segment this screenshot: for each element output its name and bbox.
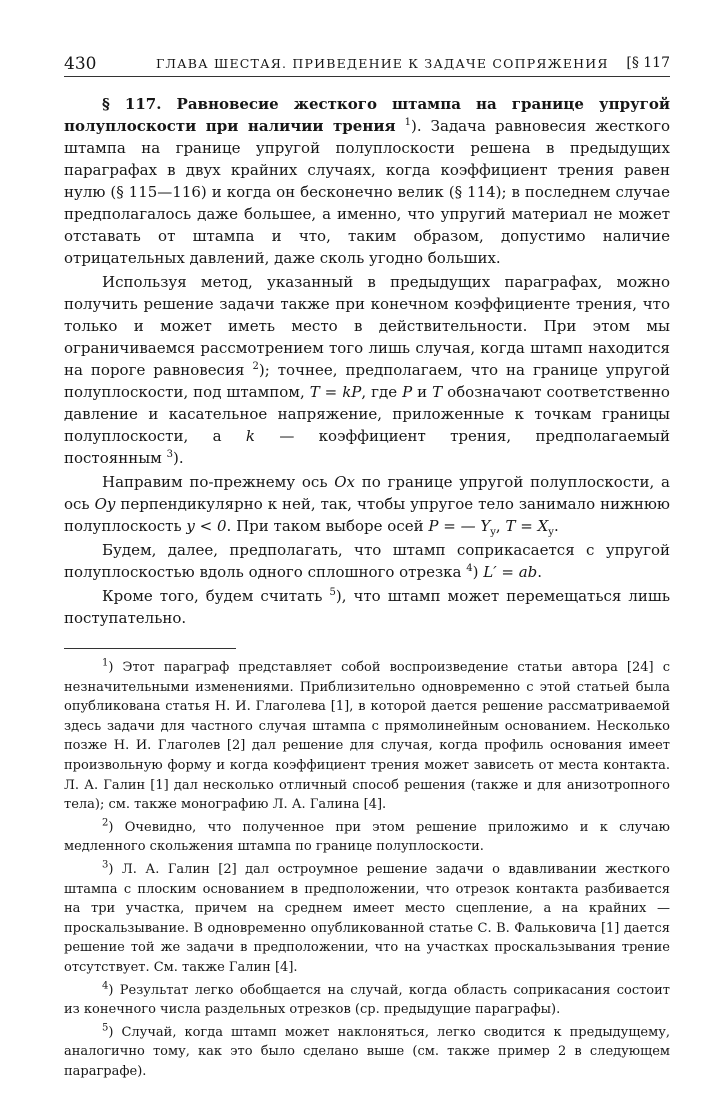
footnote-5: $^5$) Случай, когда штамп может наклоняться, легко сводится к предыдущему, аналогично тому, как это было сделано выше (см. также пример 2 в следующем параграфе).: [64, 1022, 670, 1079]
footnote-ref-5: 5: [329, 587, 336, 598]
footnote-3-text: Л. А. Галин [2] дал остроумное решение задачи о вдавливании жесткого штампа с плоским основанием в предположении, что отрезок контакта разбивается на три участка, причем на среднем имеет место сцепление, а на крайних — проскальзывание. В одновременно опубликованной статье С. В. Фальковича [1] дается решение той же задачи в предположении, что на участках проскальзывания трение отсутствует. См. также Галин [4].: [64, 861, 670, 975]
paragraph-4-end: .: [537, 563, 543, 581]
footnote-3-mark: 3: [102, 859, 109, 871]
var-k: k: [245, 427, 255, 445]
footnote-1-text: Этот параграф представляет собой воспроизведение статьи автора [24] с незначительными изменениями. Приблизительно одновременно с этой статьей была опубликована статья Н. И. Глаголева [1], в которой дается решение рассматриваемой здесь задачи для частного случая штампа с прямолинейным основанием. Несколько позже Н. И. Глаголев [2] дал решение для случая, когда профиль основания имеет произвольную форму и когда коэффициент трения может зависеть от места контакта. Л. А. Галин [1] дал несколько отличный способ решения (также и для анизотропного тела); см. также монографию Л. А. Галина [4].: [64, 660, 670, 813]
paragraph-1-text: . Задача равновесия жесткого штампа на границе упругой полуплоскости решена в предыдущих параграфах в двух крайних случаях, когда коэффициент трения равен нулю (§ 115—116) и когда он бесконечно велик (§ 114); в последнем случае предполагалось даже большее, а именно, что упругий материал не может отставать от штампа и что, таким образом, допустимо наличие отрицательных давлений, даже сколь угодно больших.: [64, 117, 670, 267]
formula-t-subscript: y: [548, 527, 554, 538]
section-reference: [§ 117: [626, 55, 670, 71]
footnote-ref-2: 2: [252, 361, 259, 372]
paragraph-5: Кроме того, будем считать $^5$), что штамп может перемещаться лишь поступательно.: [64, 587, 670, 627]
paragraph-3-text-d: . При таком выборе осей: [226, 517, 424, 535]
axis-ox: Ox: [334, 473, 356, 491]
footnote-4-text: Результат легко обобщается на случай, когда область соприкасания состоит из конечного числа раздельных отрезков (ср. предыдущие параграфы).: [64, 982, 670, 1018]
running-header: [64, 52, 670, 77]
paragraph-2-text-d: обозначают соответственно давление и касательное напряжение, приложенные к точкам границы полуплоскости, а: [64, 383, 670, 445]
paragraph-2-text-e: — коэффициент трения, предполагаемый постоянным: [64, 427, 670, 467]
paragraph-5-text-a: Кроме того, будем считать: [102, 587, 323, 605]
paragraph-2-text-c: , где: [361, 383, 398, 401]
var-t: T: [432, 383, 443, 401]
formula-p: P = — Y: [428, 517, 491, 535]
footnote-4: $^4$) Результат легко обобщается на случай, когда область соприкасания состоит из конечного числа раздельных отрезков (ср. предыдущие параграфы).: [64, 980, 670, 1018]
paragraph-3-text-a: Направим по-прежнему ось: [102, 473, 328, 491]
footnote-5-mark: 5: [102, 1022, 109, 1034]
paragraph-2: Используя метод, указанный в предыдущих параграфах, можно получить решение задачи также при конечном коэффициенте трения, что только и может иметь место в действительности. При этом мы ограничиваемся рассмотрением того лишь случая, когда штамп находится на пороге равновесия $^2$); точнее, предполагаем, что на границе упругой полуплоскости, под штампом, T = kP, где P и T обозначают соответственно давление и касательное напряжение, приложенные к точкам границы полуплоскости, а k — коэффициент трения, предполагаемый постоянным $^3$).: [64, 273, 670, 467]
section-paragraph-1: § 117. Равновесие жесткого штампа на границе упругой полуплоскости при наличии трения $^1$). Задача равновесия жесткого штампа на границе упругой полуплоскости решена в предыдущих параграфах в двух крайних случаях, когда коэффициент трения равен нулю (§ 115—116) и когда он бесконечно велик (§ 114); в последнем случае предполагалось даже большее, а именно, что упругий материал не может отставать от штампа и что, таким образом, допустимо наличие отрицательных давлений, даже сколь угодно больших.: [64, 95, 670, 267]
paragraph-3-text-b: по границе упругой полуплоскости, а ось: [64, 473, 670, 513]
formula-t-equals-kp: T = kP: [309, 383, 362, 401]
footnote-4-mark: 4: [102, 980, 109, 992]
footnote-1-mark: 1: [102, 657, 109, 669]
formula-p-subscript: y: [490, 527, 496, 538]
paragraph-2-text-a: Используя метод, указанный в предыдущих параграфах, можно получить решение задачи также при конечном коэффициенте трения, что только и может иметь место в действительности. При этом мы ограничиваемся рассмотрением того лишь случая, когда штамп находится на пороге равновесия: [64, 273, 670, 379]
paragraph-2-end: .: [178, 449, 184, 467]
paragraph-4: Будем, далее, предполагать, что штамп соприкасается с упругой полуплоскостью вдоль одного сплошного отрезка $^4$) L′ = ab.: [64, 541, 670, 581]
running-title: ГЛАВА ШЕСТАЯ. ПРИВЕДЕНИЕ К ЗАДАЧЕ СОПРЯЖЕНИЯ: [156, 56, 609, 71]
paragraph-3: [64, 471, 670, 537]
footnote-1: $^1$) Этот параграф представляет собой воспроизведение статьи автора [24] с незначительными изменениями. Приблизительно одновременно с этой статьей была опубликована статья Н. И. Глаголева [1], в которой дается решение рассматриваемой здесь задачи для частного случая штампа с прямолинейным основанием. Несколько позже Н. И. Глаголев [2] дал решение для случая, когда профиль основания имеет произвольную форму и когда коэффициент трения может зависеть от места контакта. Л. А. Галин [1] дал несколько отличный способ решения (также и для анизотропного тела); см. также монографию Л. А. Галина [4].: [64, 657, 670, 813]
footnote-2: $^2$) Очевидно, что полученное при этом решение приложимо и к случаю медленного скольжения штампа по границе полуплоскости.: [64, 817, 670, 855]
footnote-2-text: Очевидно, что полученное при этом решение приложимо и к случаю медленного скольжения штампа по границе полуплоскости.: [64, 819, 670, 855]
footnote-3: $^3$) Л. А. Галин [2] дал остроумное решение задачи о вдавливании жесткого штампа с плоским основанием в предположении, что отрезок контакта разбивается на три участка, причем на среднем имеет место сцепление, а на крайних — проскальзывание. В одновременно опубликованной статье С. В. Фальковича [1] дается решение той же задачи в предположении, что на участках проскальзывания трение отсутствует. См. также Галин [4].: [64, 859, 670, 975]
footnote-5-text: Случай, когда штамп может наклоняться, легко сводится к предыдущему, аналогично тому, как это было сделано выше (см. также пример 2 в следующем параграфе).: [64, 1024, 670, 1079]
footnote-ref-1: 1: [404, 117, 411, 128]
footnotes: [64, 658, 670, 1084]
paragraph-3-text-c: перпендикулярно к ней, так, чтобы упругое тело занимало нижнюю полуплоскость: [64, 495, 670, 535]
formula-contact-segment: L′ = ab: [483, 563, 538, 581]
paragraph-3-end: .: [553, 517, 559, 535]
footnote-ref-3: 3: [166, 449, 173, 460]
formula-t: T = X: [505, 517, 549, 535]
var-p: P: [402, 383, 413, 401]
paragraph-4-text-a: Будем, далее, предполагать, что штамп соприкасается с упругой полуплоскостью вдоль одного сплошного отрезка: [64, 541, 670, 581]
footnote-separator: [64, 648, 236, 649]
section-heading: § 117. Равновесие жесткого штампа на границе упругой полуплоскости при наличии трения: [64, 95, 670, 135]
paragraph-5-text-b: , что штамп может перемещаться лишь поступательно.: [64, 587, 670, 627]
paragraph-3-separator: ,: [495, 517, 501, 535]
condition-y-less-zero: y < 0: [186, 517, 227, 535]
footnote-2-mark: 2: [102, 817, 109, 829]
main-text: [64, 93, 670, 631]
page-number: 430: [64, 54, 97, 74]
footnote-ref-4: 4: [466, 563, 473, 574]
paragraph-2-text-b: ; точнее, предполагаем, что на границе упругой полуплоскости, под штампом,: [64, 361, 670, 401]
paragraph-2-and: и: [417, 383, 428, 401]
axis-oy: Oy: [94, 495, 116, 513]
